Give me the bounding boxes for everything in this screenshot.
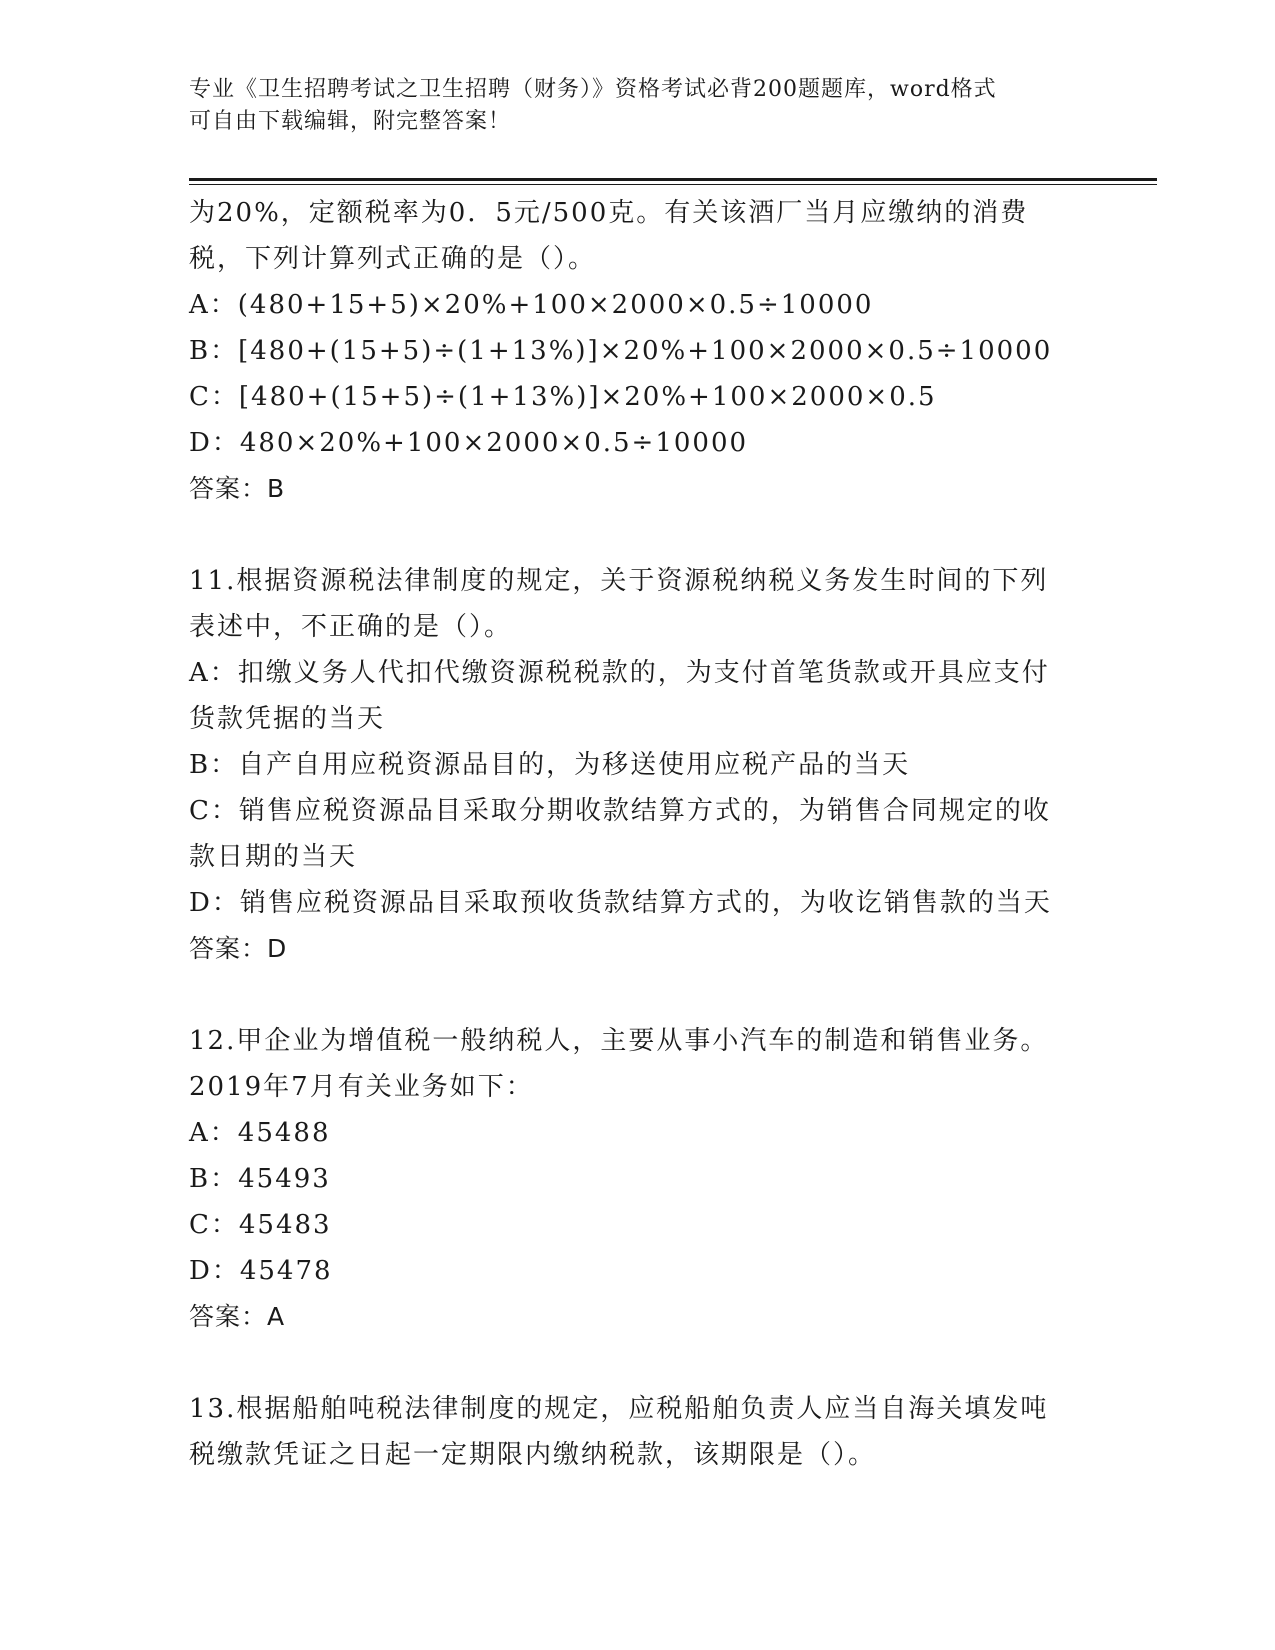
question-stem-line: 13.根据船舶吨税法律制度的规定，应税船舶负责人应当自海关填发吨 (189, 1394, 1049, 1424)
option-d: D：480×20%+100×2000×0.5÷10000 (189, 428, 749, 458)
question-stem-line: 11.根据资源税法律制度的规定，关于资源税纳税义务发生时间的下列 (189, 566, 1049, 596)
header-title-line1: 专业《卫生招聘考试之卫生招聘（财务）》资格考试必背200题题库，word格式 (189, 77, 997, 102)
document-body (189, 190, 1089, 1478)
option-a: A：45488 (189, 1118, 331, 1148)
option-c: C：销售应税资源品目采取分期收款结算方式的，为销售合同规定的收 (189, 796, 1051, 826)
document-header (189, 74, 1069, 138)
answer-line: 答案：A (189, 1302, 286, 1331)
header-rule-thick (189, 178, 1157, 181)
option-d: D：45478 (189, 1256, 333, 1286)
question-stem-line: 2019年7月有关业务如下： (189, 1072, 534, 1102)
question-stem-line: 12.甲企业为增值税一般纳税人，主要从事小汽车的制造和销售业务。 (189, 1026, 1049, 1056)
question-11 (189, 558, 1089, 972)
header-rule-thin (189, 184, 1157, 185)
option-d: D：销售应税资源品目采取预收货款结算方式的，为收讫销售款的当天 (189, 888, 1052, 918)
option-c: C：45483 (189, 1210, 332, 1240)
answer-line: 答案：B (189, 474, 286, 503)
question-12 (189, 1018, 1089, 1340)
question-13 (189, 1386, 1089, 1478)
answer-line: 答案：D (189, 934, 288, 963)
question-stem-line: 税缴款凭证之日起一定期限内缴纳税款，该期限是（）。 (189, 1440, 877, 1470)
spacer (189, 972, 1089, 1018)
option-a-continued: 货款凭据的当天 (189, 704, 386, 734)
question-10 (189, 190, 1089, 512)
spacer (189, 512, 1089, 558)
option-c: C：[480+(15+5)÷(1+13%)]×20%+100×2000×0.5 (189, 382, 937, 412)
option-b: B：45493 (189, 1164, 331, 1194)
question-stem-line: 表述中，不正确的是（）。 (189, 612, 513, 642)
question-stem-line: 为20%，定额税率为0．5元/500克。有关该酒厂当月应缴纳的消费 (189, 198, 1029, 228)
option-c-continued: 款日期的当天 (189, 842, 358, 872)
header-title-line2: 可自由下载编辑，附完整答案！ (189, 109, 512, 134)
option-a: A：扣缴义务人代扣代缴资源税税款的，为支付首笔货款或开具应支付 (189, 658, 1050, 688)
spacer (189, 1340, 1089, 1386)
option-a: A：(480+15+5)×20%+100×2000×0.5÷10000 (189, 290, 874, 320)
option-b: B：[480+(15+5)÷(1+13%)]×20%+100×2000×0.5÷10000 (189, 336, 1053, 366)
question-stem-line: 税，下列计算列式正确的是（）。 (189, 244, 597, 274)
option-b: B：自产自用应税资源品目的，为移送使用应税产品的当天 (189, 750, 911, 780)
